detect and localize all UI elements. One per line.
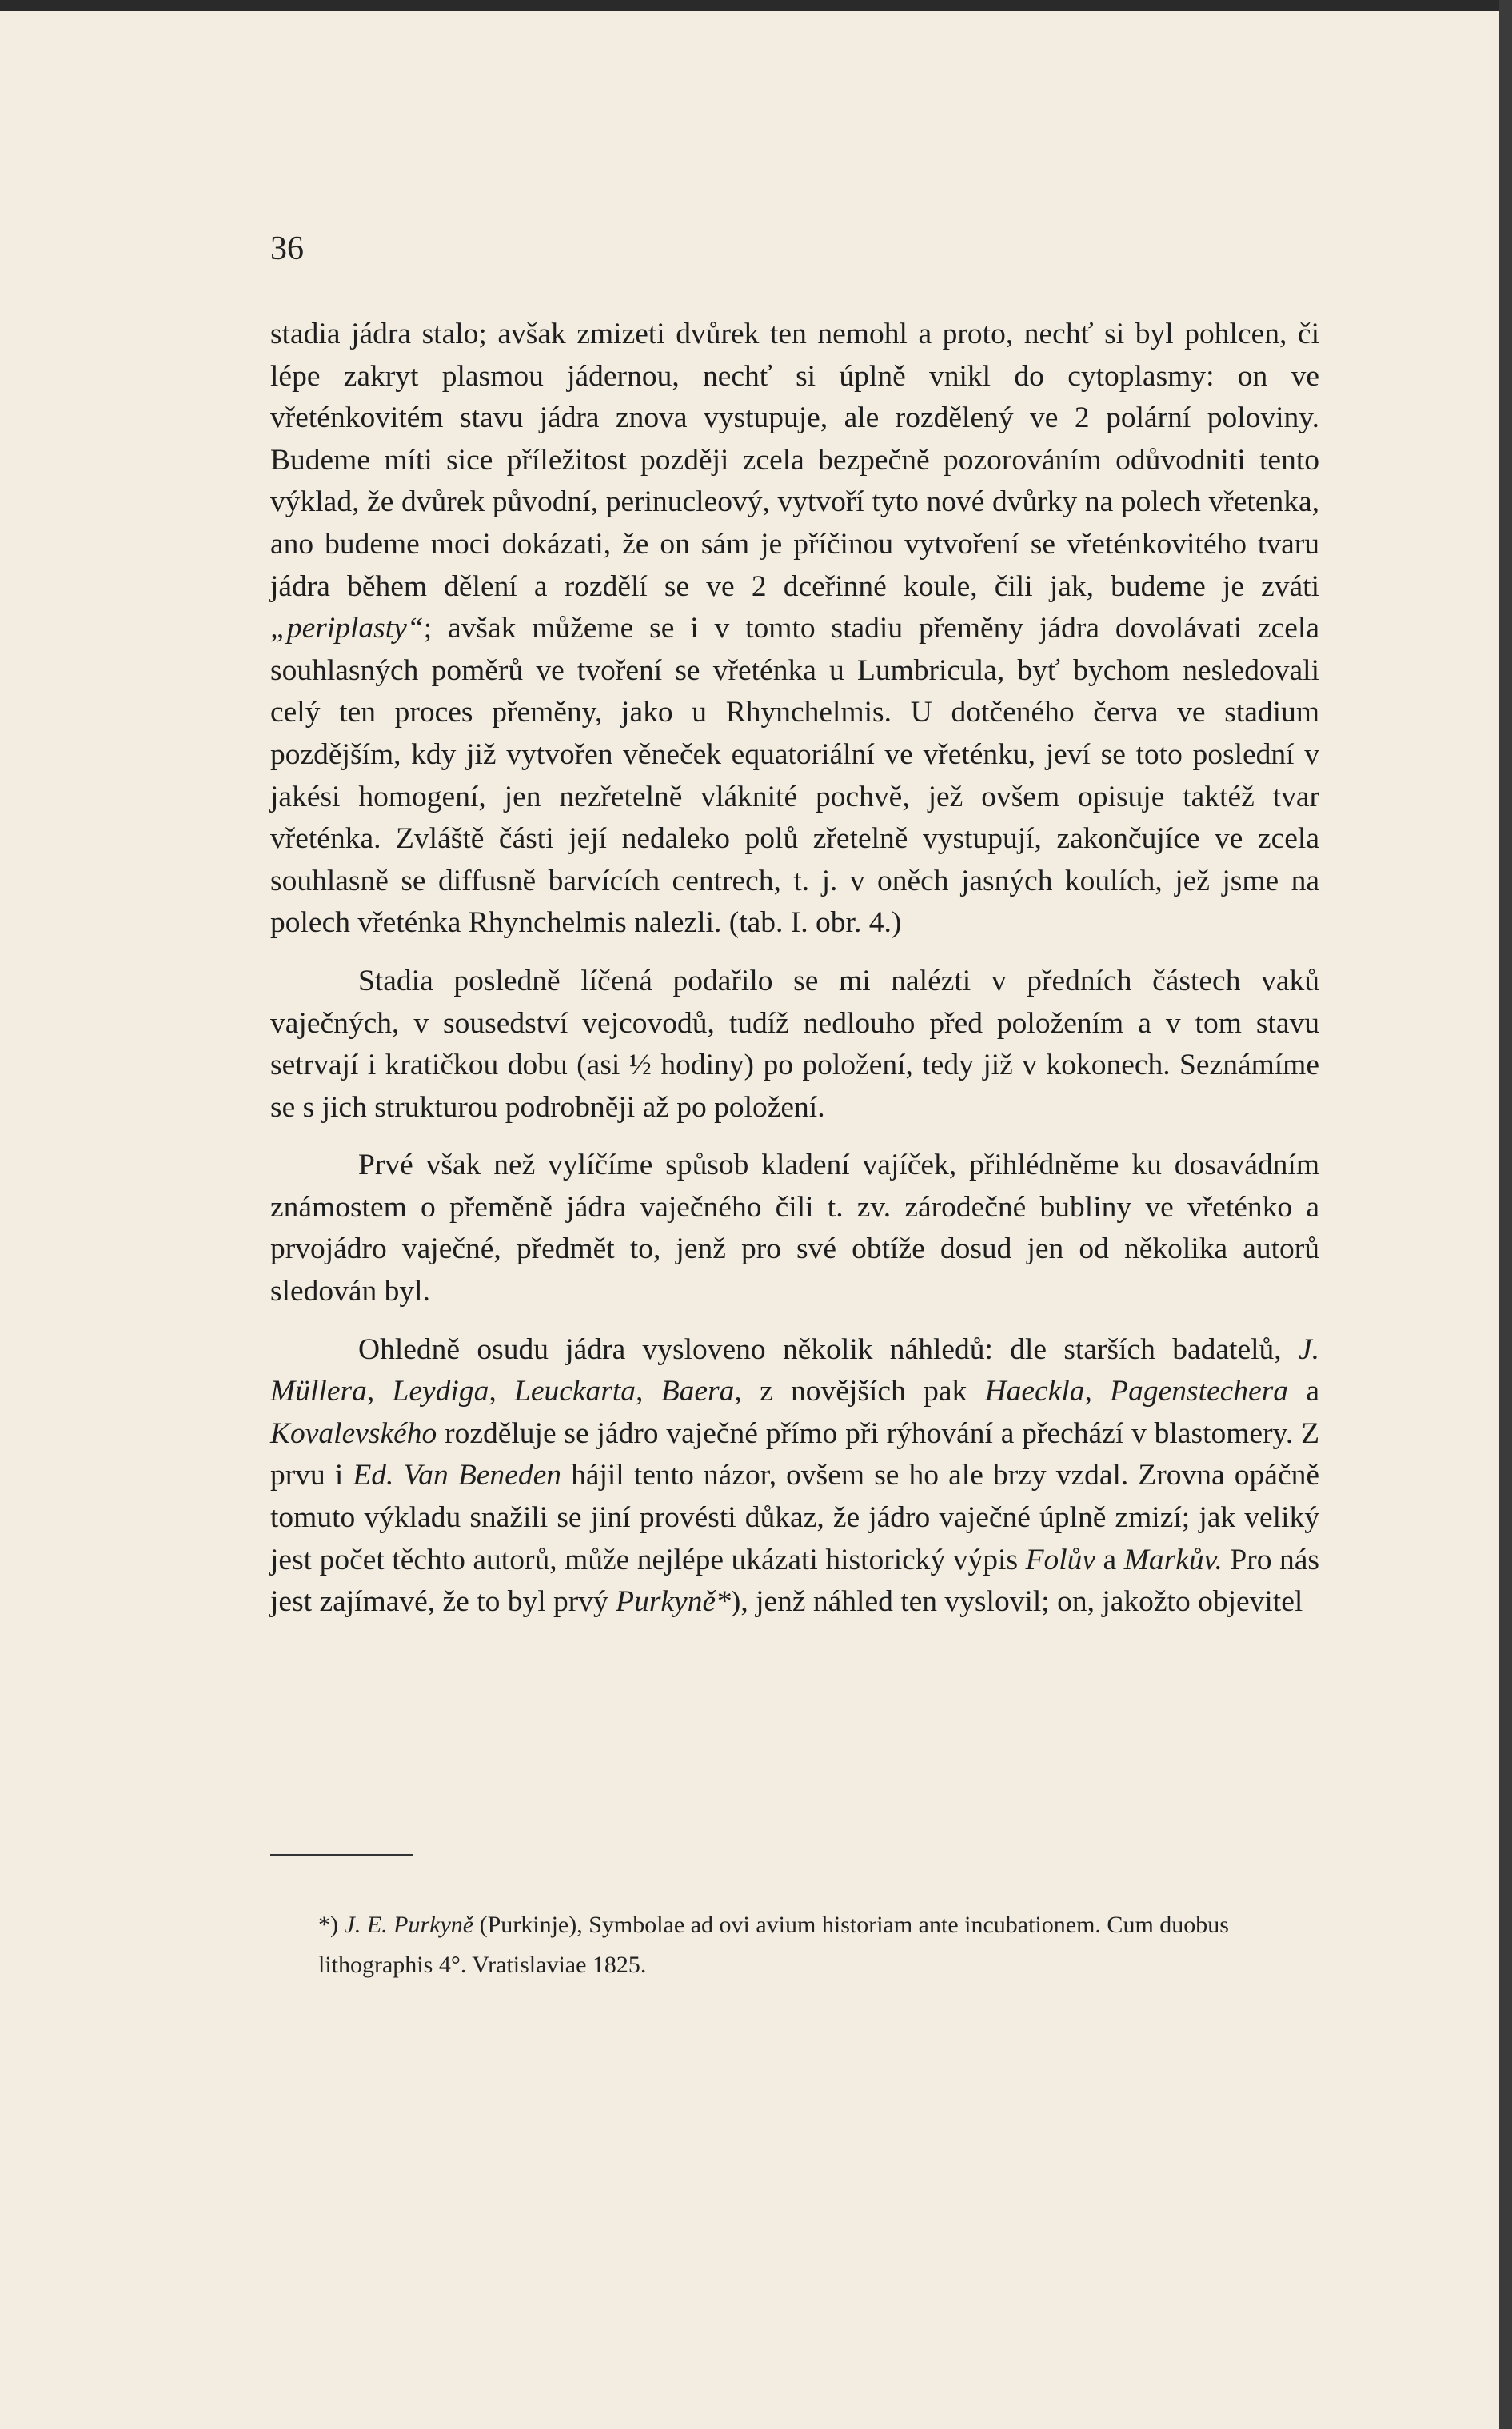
paragraph xyxy=(270,1145,1319,1312)
text-run: *) xyxy=(318,1912,345,1938)
footnote-divider xyxy=(270,1854,413,1856)
text-run: a xyxy=(1095,1543,1124,1576)
text-run: z novějších pak xyxy=(741,1375,985,1408)
italic-text: Purkyně* xyxy=(616,1585,731,1619)
text-run: stadia jádra stalo; avšak zmizeti dvůrek ten nemohl a proto, nechť si byl pohlcen, či lépe zakryt plasmou jádernou, nechť si úplně vnikl do cytoplasmy: on ve vřeténkovitém stavu jádra znova vystupuje, ale rozdělený ve 2 polární poloviny. Budeme míti sice příležitost později zcela bezpečně pozorováním odůvodniti tento výklad, že dvůrek původní, perinucleový, vytvoří tyto nové dvůrky na polech vřetenka, ano budeme moci dokázati, že on sám je příčinou vytvoření se vřeténkovitého tvaru jádra během dělení a rozdělí se ve 2 dceřinné koule, čili jak, budeme je zváti xyxy=(270,318,1319,603)
text-run: a xyxy=(1288,1375,1319,1408)
paragraph xyxy=(270,961,1319,1129)
italic-text: J. E. Purkyně xyxy=(344,1912,474,1938)
scan-right-edge xyxy=(1499,0,1512,2429)
body-text xyxy=(270,314,1319,1624)
text-run: ; avšak můžeme se i v tomto stadiu přeměny jádra dovolávati zcela souhlasných poměrů ve tvoření se vřeténka u Lumbricula, byť bychom nesledovali celý ten proces přeměny, jako u Rhynchelmis. U dotčeného červa ve stadium pozdějším, kdy již vytvořen věneček equatoriální ve vřeténku, jeví se toto poslední v jakési homogení, jen nezřetelně vláknité pochvě, jež ovšem opisuje taktéž tvar vřeténka. Zvláště části její nedaleko polů zřetelně vystupují, zakončujíce ve zcela souhlasně se diffusně barvících centrech, t. j. v oněch jasných koulích, jež jsme na polech vřeténka Rhynchelmis nalezli. (tab. I. obr. 4.) xyxy=(270,612,1319,940)
italic-text: Folův xyxy=(1025,1543,1096,1576)
italic-text: „periplasty“ xyxy=(270,612,424,645)
text-run: Prvé však než vylíčíme spůsob kladení vajíček, přihlédněme ku dosavádním známostem o přeměně jádra vaječného čili t. zv. zárodečné bubliny ve vřeténko a prvojádro vaječné, předmět to, jenž pro své obtíže dosud jen od několika autorů sledován byl. xyxy=(270,1149,1319,1308)
italic-text: Haeckla, Pagenstechera xyxy=(984,1375,1289,1408)
italic-text: Kovalevského xyxy=(270,1416,437,1450)
page-number: 36 xyxy=(270,230,304,267)
text-run: Pro nás jest zajímavé, že to byl prvý xyxy=(270,1543,1319,1619)
text-run: Ohledně osudu jádra vysloveno několik náhledů: dle starších badatelů, xyxy=(358,1332,1299,1366)
text-run: rozděluje se jádro vaječné přímo při rýhování a přechází v blastomery. Z prvu i xyxy=(270,1416,1319,1492)
text-run: (Purkinje), Symbolae ad ovi avium historiam ante incubationem. Cum duobus lithographis 4°. Vratislaviae 1825. xyxy=(318,1912,1229,1978)
footnote xyxy=(318,1905,1326,1985)
paragraph xyxy=(270,1329,1319,1624)
scan-top-edge xyxy=(0,0,1512,11)
italic-text: Markův. xyxy=(1123,1543,1223,1576)
text-run: hájil tento názor, ovšem se ho ale brzy vzdal. Zrovna opáčně tomuto výkladu snažili se jiní provésti důkaz, že jádro vaječné úplně zmizí; jak veliký jest počet těchto autorů, může nejlépe ukázati historický výpis xyxy=(270,1459,1319,1576)
text-run: ), jenž náhled ten vyslovil; on, jakožto objevitel xyxy=(730,1585,1303,1619)
italic-text: J. Müllera, Leydiga, Leuckarta, Baera, xyxy=(270,1332,1319,1408)
italic-text: Ed. Van Beneden xyxy=(353,1459,561,1492)
paragraph xyxy=(270,314,1319,945)
text-run: Stadia posledně líčená podařilo se mi nalézti v předních částech vaků vaječných, v sousedství vejcovodů, tudíž nedlouho před položením a v tom stavu setrvají i kratičkou dobu (asi ½ hodiny) po položení, tedy již v kokonech. Seznámíme se s jich strukturou podrobněji až po položení. xyxy=(270,964,1319,1124)
